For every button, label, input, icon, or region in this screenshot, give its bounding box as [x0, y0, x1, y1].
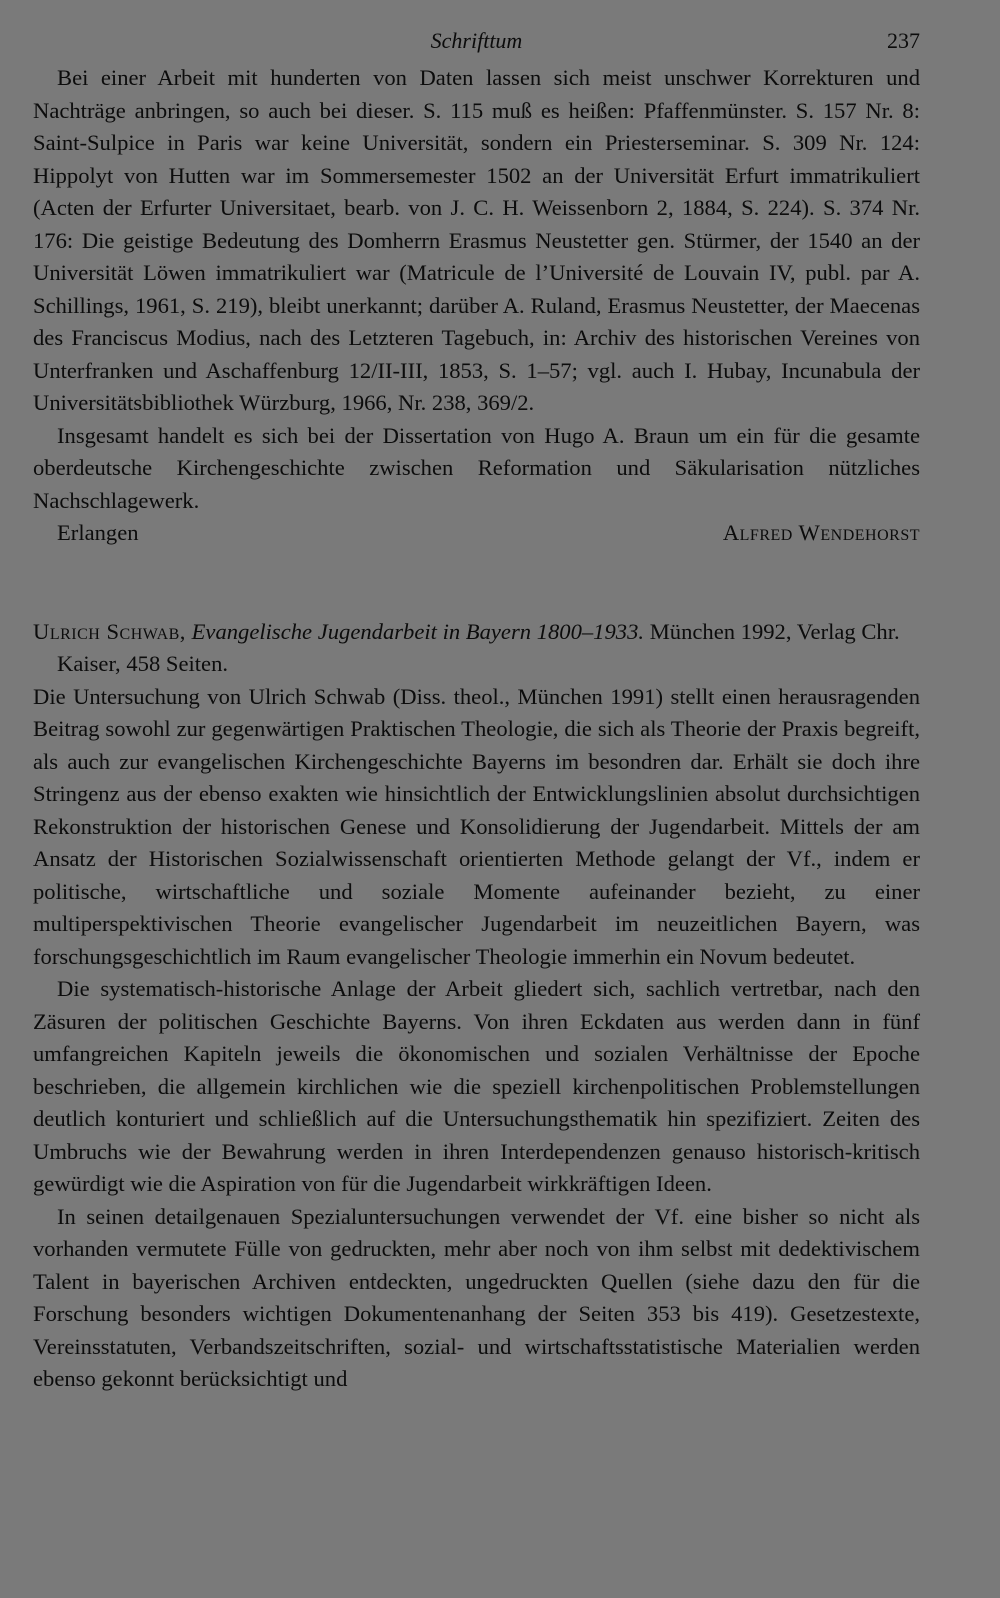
- review-1-signature: [33, 517, 920, 550]
- review-2-paragraph-2: Die systematisch-historische Anlage der Arbeit gliedert sich, sachlich vertretbar, nach den Zäsuren der politischen Geschichte Bayerns. Von ihren Eckdaten aus werden dann in fünf umfangreichen Kapiteln jeweils die ökonomischen und sozialen Verhältnisse der Epoche beschrieben, die allgemein kirchlichen wie die speziell kirchenpolitischen Problemstellungen deutlich konturiert und schließlich auf die Untersuchungsthematik hin spezifiziert. Zeiten des Umbruchs wie der Bewahrung werden in ihren Interdependenzen genauso historisch-kritisch gewürdigt wie die Aspiration von für die Jugendarbeit wirkkräftigen Ideen.: [33, 976, 920, 1196]
- review-1: [33, 62, 920, 550]
- review-2-author: Ulrich Schwab,: [33, 618, 186, 644]
- running-title: Schrifttum: [430, 28, 523, 53]
- document-page: [33, 28, 920, 1396]
- review-2-publication: München 1992, Verlag Chr. Kaiser, 458 Seiten.: [57, 618, 900, 676]
- review-1-place: Erlangen: [57, 520, 139, 545]
- review-1-reviewer: Alfred Wendehorst: [722, 520, 920, 545]
- review-2: [33, 616, 920, 1396]
- running-header: [33, 28, 920, 62]
- page-number: 237: [887, 28, 920, 53]
- review-2-bibliography: [33, 616, 920, 681]
- review-2-book-title: Evangelische Jugendarbeit in Bayern 1800–1933.: [191, 618, 645, 644]
- review-2-paragraph-1: Die Untersuchung von Ulrich Schwab (Diss. theol., München 1991) stellt einen herausragenden Beitrag sowohl zur gegenwärtigen Praktischen Theologie, die sich als Theorie der Praxis begreift, als auch zur evangelischen Kirchengeschichte Bayerns im besondren dar. Erhält sie doch ihre Stringenz aus der ebenso exakten wie hinsichtlich der Entwicklungslinien absolut durchsichtigen Rekonstruktion der historischen Genese und Konsolidierung der Jugendarbeit. Mittels der am Ansatz der Historischen Sozialwissenschaft orientierten Methode gelangt der Vf., indem er politische, wirtschaftliche und soziale Momente aufeinander bezieht, zu einer multiperspektivischen Theorie evangelischer Jugendarbeit im neuzeitlichen Bayern, was forschungsgeschichtlich im Raum evangelischer Theologie immerhin ein Novum bedeutet.: [33, 683, 920, 969]
- review-1-paragraph-1: Bei einer Arbeit mit hunderten von Daten lassen sich meist unschwer Korrekturen und Nachträge anbringen, so auch bei dieser. S. 115 muß es heißen: Pfaffenmünster. S. 157 Nr. 8: Saint-Sulpice in Paris war keine Universität, sondern ein Priesterseminar. S. 309 Nr. 124: Hippolyt von Hutten war im Sommersemester 1502 an der Universität Erfurt immatrikuliert (Acten der Erfurter Universitaet, bearb. von J. C. H. Weissenborn 2, 1884, S. 224). S. 374 Nr. 176: Die geistige Bedeutung des Domherrn Erasmus Neustetter gen. Stürmer, der 1540 an der Universität Löwen immatrikuliert war (Matricule de l’Université de Louvain IV, publ. par A. Schillings, 1961, S. 219), bleibt unerkannt; darüber A. Ruland, Erasmus Neustetter, der Maecenas des Franciscus Modius, nach des Letzteren Tagebuch, in: Archiv des historischen Vereines von Unterfranken und Aschaffenburg 12/II-III, 1853, S. 1–57; vgl. auch I. Hubay, Incunabula der Universitätsbibliothek Würzburg, 1966, Nr. 238, 369/2.: [33, 65, 920, 415]
- section-gap: [33, 550, 920, 616]
- review-1-paragraph-2: Insgesamt handelt es sich bei der Dissertation von Hugo A. Braun um ein für die gesamte oberdeutsche Kirchengeschichte zwischen Reformation und Säkularisation nützliches Nachschlagewerk.: [33, 422, 920, 513]
- review-2-paragraph-3: In seinen detailgenauen Spezialuntersuchungen verwendet der Vf. eine bisher so nicht als vorhanden vermutete Fülle von gedruckten, mehr aber noch von ihm selbst mit dedektivischem Talent in bayerischen Archiven entdeckten, ungedruckten Quellen (siehe dazu den für die Forschung besonders wichtigen Dokumentenanhang der Seiten 353 bis 419). Gesetzestexte, Vereinsstatuten, Verbandszeitschriften, sozial- und wirtschaftsstatistische Materialien werden ebenso gekonnt berücksichtigt und: [33, 1203, 920, 1391]
